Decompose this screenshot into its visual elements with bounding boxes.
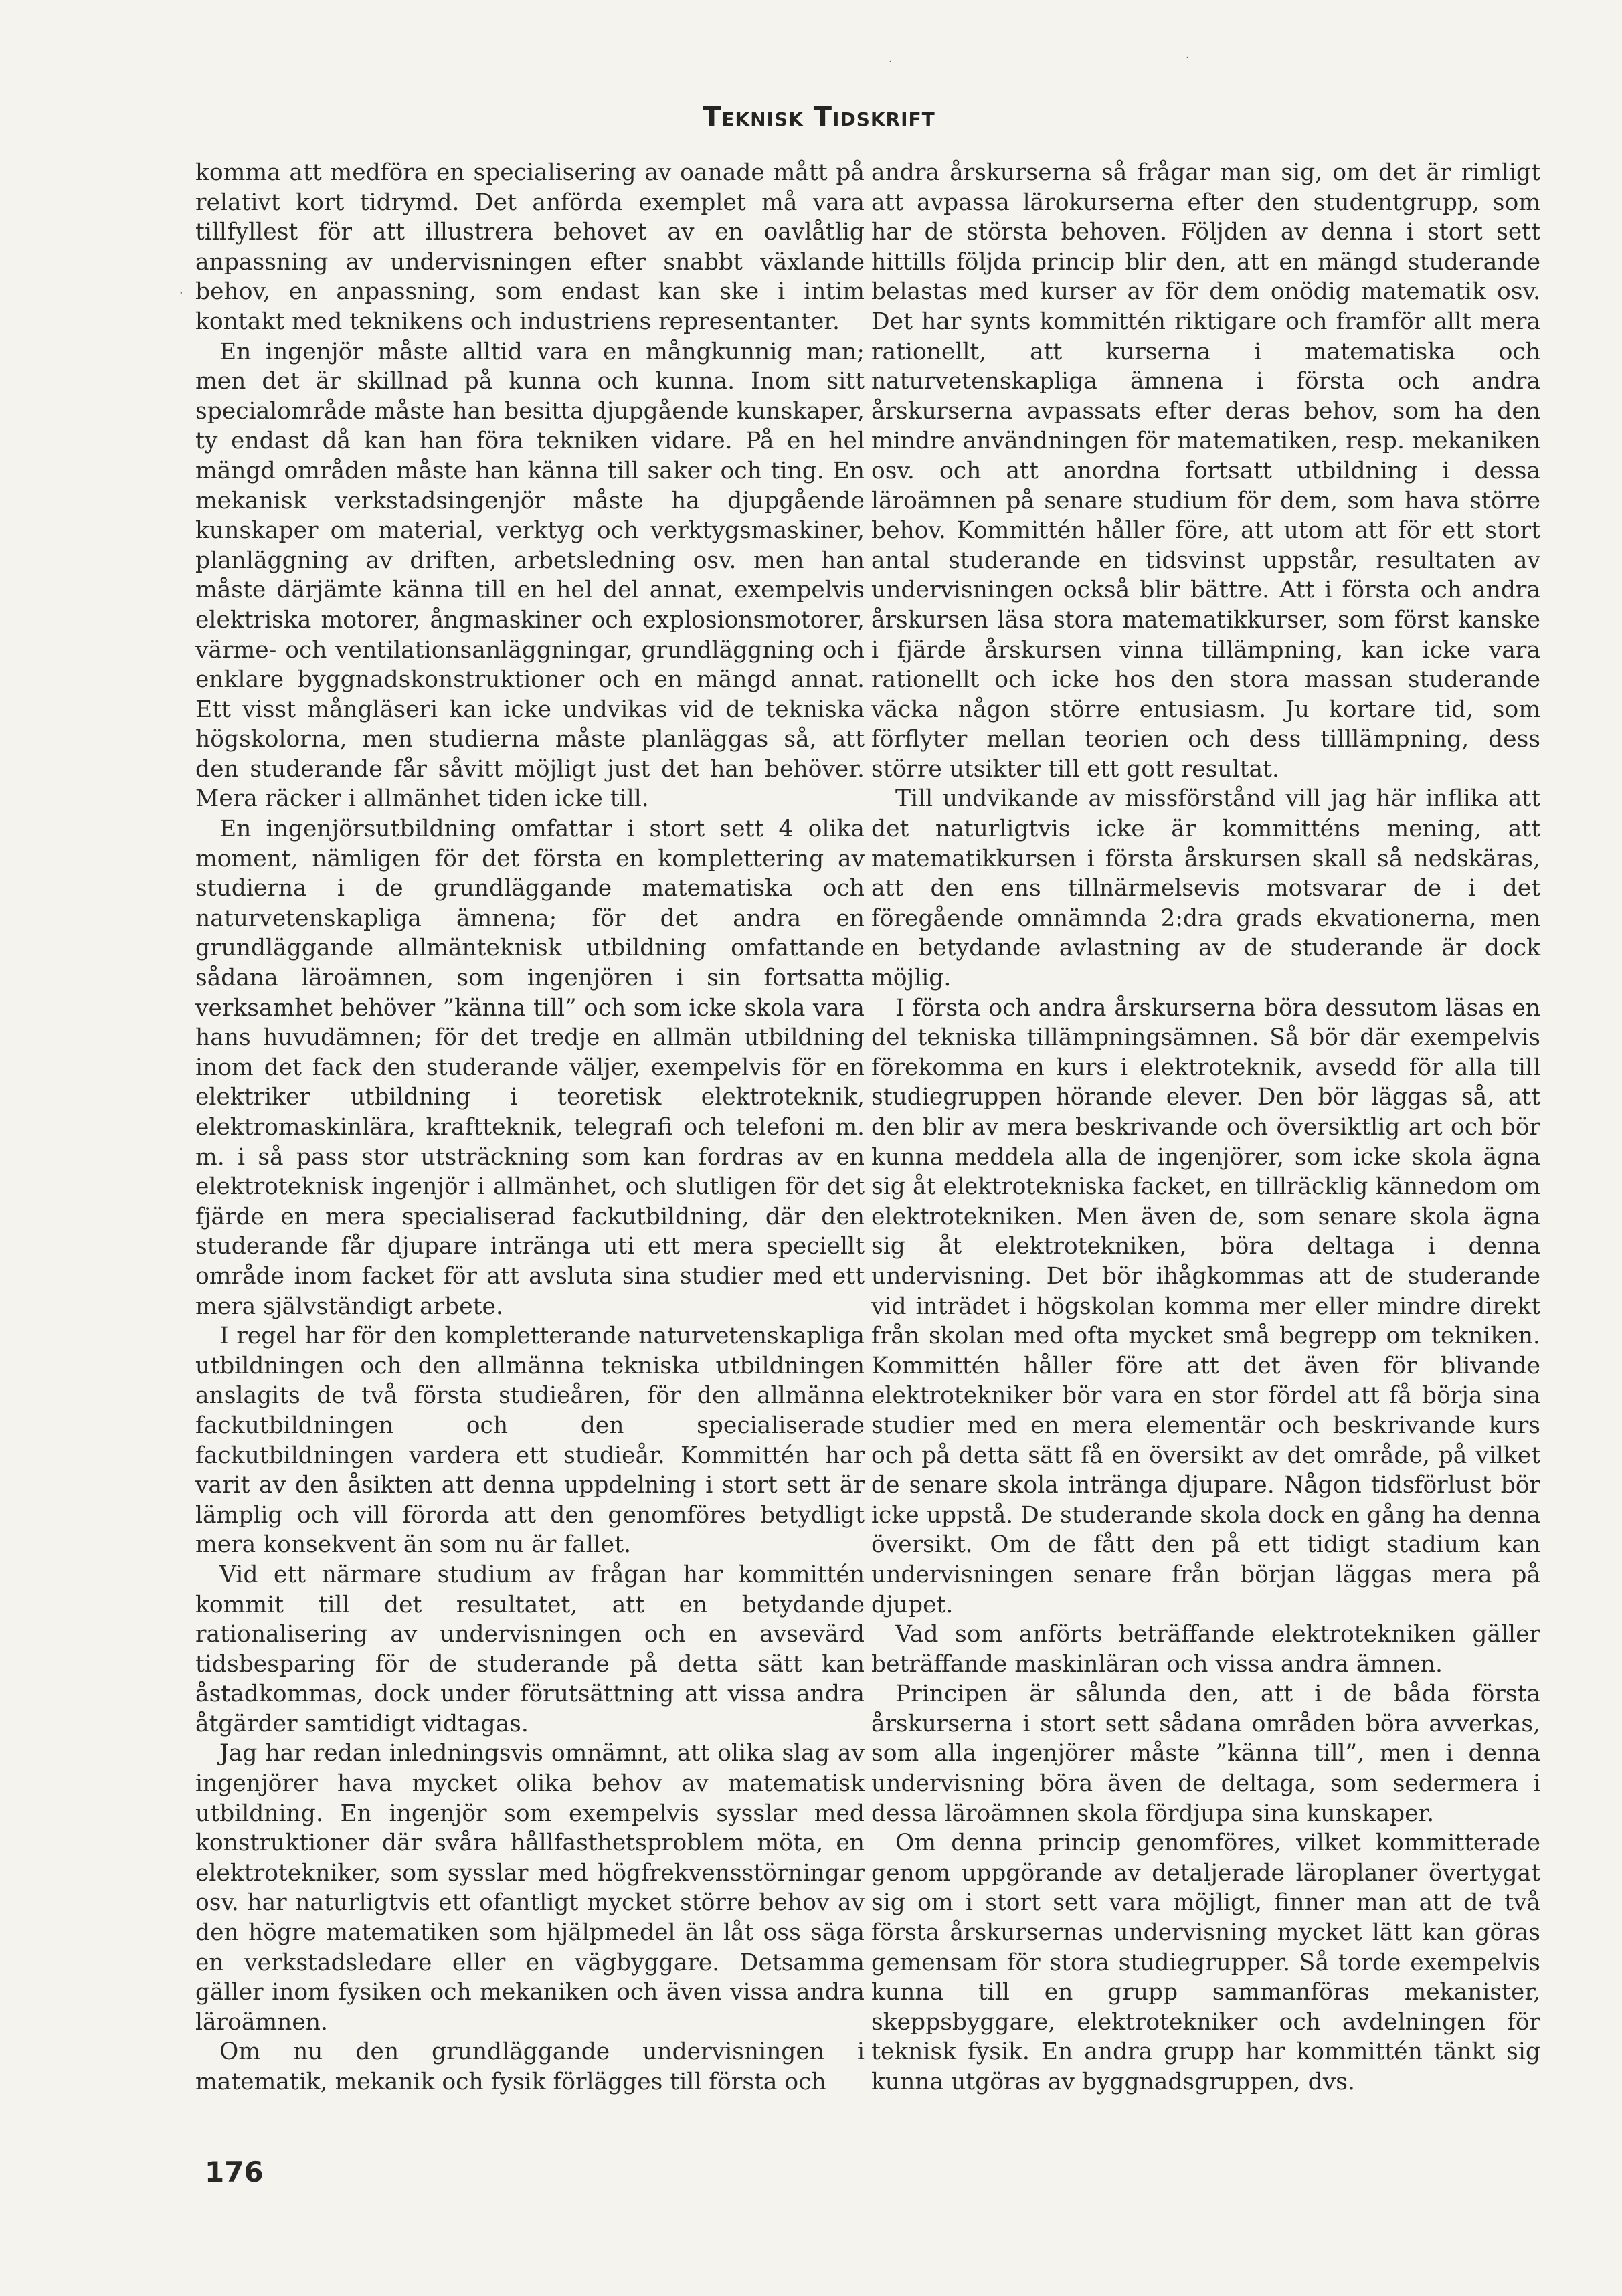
page-number: 176 (205, 2156, 264, 2188)
paragraph: En ingenjörsutbildning omfattar i stort sett 4 olika moment, nämligen för det första en komplettering av studierna i de grundläggande matematiska och naturvetenskapliga ämnena; för det andra en grundläggande allmänteknisk utbildning omfattande sådana läroämnen, som ingenjören i sin fortsatta verksamhet behöver ”känna till” och som icke skola vara hans huvudämnen; för det tredje en allmän utbildning inom det fack den studerande väljer, exempelvis för en elektriker utbildning i teoretisk elektroteknik, elektromaskinlära, kraftteknik, telegrafi och telefoni m. m. i så pass stor utsträckning som kan fordras av en elektroteknisk ingenjör i allmänhet, och slutligen för det fjärde en mera specialiserad fackutbildning, där den studerande får djupare intränga uti ett mera speciellt område inom facket för att avsluta sina studier med ett mera självständigt arbete. (195, 816, 865, 1320)
paragraph: Principen är sålunda den, att i de båda första årskurserna i stort sett sådana områden böra avverkas, som alla ingenjörer måste ”känna till”, men i denna undervisning böra även de deltaga, som sedermera i dessa läroämnen skola fördjupa sina kunskaper. (871, 1681, 1540, 1827)
paragraph: Om denna princip genomföres, vilket kommitterade genom uppgörande av detaljerade läroplaner övertygat sig om i stort sett vara möjligt, finner man att de två första årskursernas undervisning mycket lätt kan göras gemensam för stora studiegrupper. Så torde exempelvis kunna till en grupp sammanföras mekanister, skeppsbyggare, elektrotekniker och avdelningen för teknisk fysik. En andra grupp har kommittén tänkt sig kunna utgöras av byggnadsgruppen, dvs. (871, 1830, 1540, 2095)
paragraph: I första och andra årskurserna böra dessutom läsas en del tekniska tillämpningsämnen. Så bör där exempelvis förekomma en kurs i elektroteknik, avsedd för alla till studiegruppen hörande elever. Den bör läggas så, att den blir av mera beskrivande och översiktlig art och bör kunna meddela alla de ingenjörer, som icke skola ägna sig åt elektrotekniska facket, en tillräcklig kännedom om elektrotekniken. Men även de, som senare skola ägna sig åt elektrotekniken, böra deltaga i denna undervisning. Det bör ihågkommas att de studerande vid inträdet i högskolan komma mer eller mindre direkt från skolan med ofta mycket små begrepp om tekniken. Kommittén håller före att det även för blivande elektrotekniker bör vara en stor fördel att få börja sina studier med en mera elementär och beskrivande kurs och på detta sätt få en översikt av det område, på vilket de senare skola intränga djupare. Någon tidsförlust bör icke uppstå. De studerande skola dock en gång ha denna översikt. Om de fått den på ett tidigt stadium kan undervisningen senare från början läggas mera på djupet. (871, 994, 1540, 1618)
paragraph: En ingenjör måste alltid vara en mångkunnig man; men det är skillnad på kunna och kunna. Inom sitt specialområde måste han besitta djupgående kunskaper, ty endast då kan han föra tekniken vidare. På en hel mängd områden måste han känna till saker och ting. En mekanisk verkstadsingenjör måste ha djupgående kunskaper om material, verktyg och verktygsmaskiner, planläggning av driften, arbetsledning osv. men han måste därjämte känna till en hel del annat, exempelvis elektriska motorer, ångmaskiner och explosionsmotorer, värme- och ventilationsanläggningar, grundläggning och enklare byggnadskonstruktioner och en mängd annat. Ett visst mångläseri kan icke undvikas vid de tekniska högskolorna, men studierna måste planläggas så, att den studerande får såvitt möjligt just det han behöver. Mera räcker i allmänhet tiden icke till. (195, 338, 865, 813)
left-column (195, 158, 865, 2097)
paragraph: I regel har för den kompletterande naturvetenskapliga utbildningen och den allmänna tekniska utbildningen anslagits de två första studieåren, för den allmänna fackutbildningen och den specialiserade fackutbildningen vardera ett studieår. Kommittén har varit av den åsikten att denna uppdelning i stort sett är lämplig och vill förorda att den genomföres betydligt mera konsekvent än som nu är fallet. (195, 1323, 865, 1559)
paragraph: Till undvikande av missförstånd vill jag här inflika att det naturligtvis icke är kommitténs mening, att matematikkursen i första årskursen skall så nedskäras, att den ens tillnärmelsevis motsvarar de i det föregående omnämnda 2:dra grads ekvationerna, men en betydande avlastning av de studerande är dock möjlig. (871, 785, 1540, 992)
paragraph: andra årskurserna så frågar man sig, om det är rimligt att avpassa lärokurserna efter den studentgrupp, som har de största behoven. Följden av denna i stort sett hittills följda princip blir den, att en mängd studerande belastas med kurser av för dem onödig matematik osv. Det har synts kommittén riktigare och framför allt mera rationellt, att kurserna i matematiska och naturvetenskapliga ämnena i första och andra årskurserna avpassats efter deras behov, som ha den mindre användningen för matematiken, resp. mekaniken osv. och att anordna fortsatt utbildning i dessa läroämnen på senare studium för dem, som hava större behov. Kommittén håller före, att utom att för ett stort antal studerande en tidsvinst uppstår, resultaten av undervisningen också blir bättre. Att i första och andra årskursen läsa stora matematikkurser, som först kanske i fjärde årskursen vinna tillämpning, kan icke vara rationellt och icke hos den stora massan studerande väcka någon större entusiasm. Ju kortare tid, som förflyter mellan teorien och dess tilllämpning, dess större utsikter till ett gott resultat. (871, 159, 1540, 783)
paragraph: Jag har redan inledningsvis omnämnt, att olika slag av ingenjörer hava mycket olika behov av matematisk utbildning. En ingenjör som exempelvis sysslar med konstruktioner där svåra hållfasthetsproblem möta, en elektrotekniker, som sysslar med högfrekvensstörningar osv. har naturligtvis ett ofantligt mycket större behov av den högre matematiken som hjälpmedel än låt oss säga en verkstadsledare eller en vägbyggare. Detsamma gäller inom fysiken och mekaniken och även vissa andra läroämnen. (195, 1740, 865, 2036)
scan-speck: · (179, 286, 183, 300)
scan-speck: · (1186, 51, 1190, 65)
paragraph: Vad som anförts beträffande elektrotekniken gäller beträffande maskinläran och vissa andra ämnen. (871, 1621, 1540, 1678)
paragraph: Vid ett närmare studium av frågan har kommittén kommit till det resultatet, att en betydande rationalisering av undervisningen och en avsevärd tidsbesparing för de studerande på detta sätt kan åstadkommas, dock under förutsättning att vissa andra åtgärder samtidigt vidtagas. (195, 1561, 865, 1737)
right-column (871, 158, 1540, 2097)
scan-speck: · (889, 55, 893, 69)
journal-title: Teknisk Tidskrift (703, 102, 935, 132)
paragraph: komma att medföra en specialisering av oanade mått på relativt kort tidrymd. Det anförda exemplet må vara tillfyllest för att illustrera behovet av en oavlåtlig anpassning av undervisningen efter snabbt växlande behov, en anpassning, som endast kan ske i intim kontakt med teknikens och industriens representanter. (195, 159, 865, 335)
paragraph: Om nu den grundläggande undervisningen i matematik, mekanik och fysik förlägges till första och (195, 2038, 865, 2095)
